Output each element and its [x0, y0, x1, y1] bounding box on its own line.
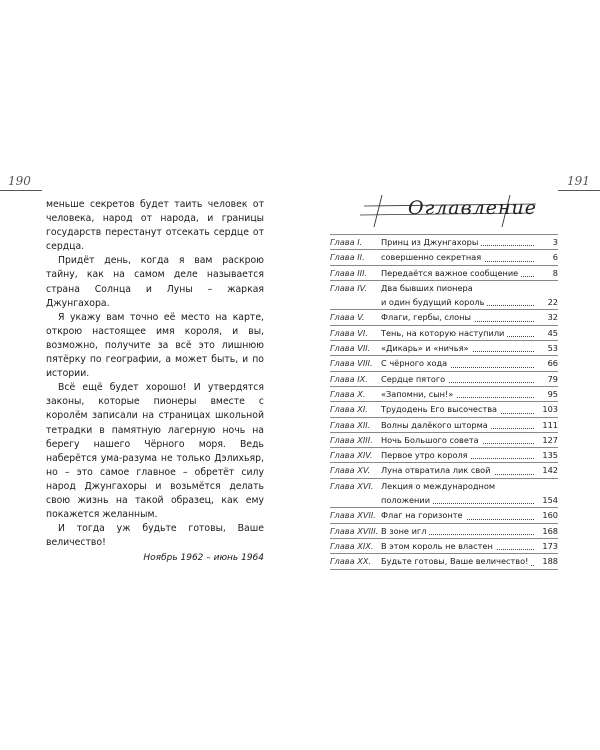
chapter-title: Флаги, гербы, слоны: [381, 312, 474, 322]
chapter-title-continued: и один будущий король: [381, 297, 487, 307]
toc-entry[interactable]: [330, 372, 558, 386]
toc-heading: [360, 193, 540, 229]
toc-title: Оглавление: [408, 197, 538, 219]
chapter-title: Передаётся важное сообщение: [381, 268, 521, 278]
toc-entry[interactable]: [330, 448, 558, 462]
chapter-title: В этом король не властен: [381, 541, 496, 551]
chapter-number: Глава XI.: [330, 404, 368, 415]
chapter-title: Тень, на которую наступили: [381, 328, 507, 338]
chapter-number: Глава XVII.: [330, 510, 376, 521]
chapter-title: Волны далёкого шторма: [381, 420, 491, 430]
page-ref: 135: [542, 450, 558, 461]
chapter-number: Глава XX.: [330, 556, 372, 567]
page-ref: 53: [547, 343, 558, 354]
chapter-title: Флаг на горизонте: [381, 510, 466, 520]
page-ref: 45: [547, 327, 558, 338]
chapter-number: Глава V.: [330, 312, 365, 323]
toc-entry[interactable]: [330, 266, 558, 280]
page-number-right: 191: [567, 174, 590, 188]
chapter-number: Глава X.: [330, 388, 366, 399]
chapter-title: Будьте готовы, Ваше величество!: [381, 556, 531, 566]
page-ref: 95: [547, 388, 558, 399]
chapter-title-continued: положении: [381, 495, 433, 505]
toc-entry[interactable]: [330, 554, 558, 568]
page-ref: 188: [542, 556, 558, 567]
toc-entry[interactable]: [330, 539, 558, 553]
page-ref: 154: [542, 495, 558, 506]
chapter-title: Трудодень Его высочества: [381, 404, 500, 414]
table-of-contents: [330, 234, 558, 570]
chapter-number: Глава I.: [330, 237, 363, 247]
page-ref: 127: [542, 434, 558, 445]
chapter-title: Лекция о международном: [381, 480, 496, 491]
chapter-number: Глава IV.: [330, 282, 367, 293]
page-number-left: 190: [8, 174, 31, 188]
left-page-text: [46, 198, 264, 566]
toc-entry[interactable]: [330, 281, 558, 310]
page-ref: 160: [542, 510, 558, 521]
toc-entry[interactable]: [330, 433, 558, 447]
header-rule-right: [558, 190, 600, 191]
chapter-title: Луна отвратила лик свой: [381, 465, 494, 475]
page-ref: 142: [542, 465, 558, 476]
chapter-title: Первое утро короля: [381, 450, 471, 460]
toc-entry[interactable]: [330, 402, 558, 416]
page-ref: 6: [552, 252, 558, 263]
chapter-number: Глава XVIII.: [330, 525, 379, 536]
chapter-title: Ночь Большого совета: [381, 435, 482, 445]
toc-entry[interactable]: [330, 524, 558, 538]
page-ref: 3: [552, 237, 558, 247]
toc-entry[interactable]: [330, 326, 558, 340]
page-ref: 111: [542, 419, 558, 430]
chapter-title: «Дикарь» и «ничья»: [381, 343, 472, 353]
chapter-number: Глава XV.: [330, 465, 371, 476]
paragraph: Я укажу вам точно её место на карте, открою настоящее имя короля, и вы, возможно, получите за всё это лишнюю пятёрку по географии, а может быть, и по истории.: [46, 311, 264, 380]
chapter-title: Сердце пятого: [381, 374, 448, 384]
chapter-number: Глава VII.: [330, 343, 371, 354]
date-signature: Ноябрь 1962 – июнь 1964: [143, 553, 264, 564]
toc-entry[interactable]: [330, 463, 558, 477]
chapter-number: Глава XII.: [330, 419, 371, 430]
chapter-title: Два бывших пионера: [381, 282, 473, 293]
page-ref: 32: [547, 312, 558, 323]
toc-entry[interactable]: [330, 310, 558, 324]
page-ref: 22: [547, 297, 558, 308]
chapter-number: Глава XIII.: [330, 434, 373, 445]
toc-entry[interactable]: [330, 235, 558, 249]
toc-entry[interactable]: [330, 356, 558, 370]
paragraph: И тогда уж будьте готовы, Ваше величество!: [46, 523, 264, 549]
toc-entry[interactable]: [330, 250, 558, 264]
chapter-number: Глава VIII.: [330, 358, 373, 369]
chapter-number: Глава XIV.: [330, 450, 373, 461]
chapter-number: Глава II.: [330, 252, 365, 263]
chapter-title: совершенно секретная: [381, 252, 484, 262]
chapter-number: Глава IX.: [330, 373, 368, 384]
toc-entry[interactable]: [330, 508, 558, 522]
chapter-number: Глава III.: [330, 267, 368, 278]
toc-entry[interactable]: [330, 341, 558, 355]
chapter-title: «Запомни, сын!»: [381, 389, 456, 399]
toc-entry[interactable]: [330, 479, 558, 508]
toc-entry[interactable]: [330, 387, 558, 401]
page-ref: 173: [542, 540, 558, 551]
paragraph: меньше секретов будет таить человек от человека, народ от народа, и границы государств перестанут отсекать сердце от сердца.: [46, 199, 264, 253]
chapter-title: Принц из Джунгахоры: [381, 237, 481, 247]
page-ref: 168: [542, 525, 558, 536]
header-rule-left: [0, 190, 42, 191]
toc-entry[interactable]: [330, 418, 558, 432]
chapter-number: Глава XIX.: [330, 540, 374, 551]
chapter-number: Глава VI.: [330, 327, 368, 338]
page-ref: 66: [547, 358, 558, 369]
toc-divider: [330, 569, 558, 570]
page-ref: 103: [542, 404, 558, 415]
chapter-number: Глава XVI.: [330, 480, 374, 491]
paragraph: Всё ещё будет хорошо! И утвердятся законы, которые пионеры вместе с королём записали на страницах школьной тетрадки в памятную лагерную ночь на берегу нашего Чёрного моря. Ведь наберётся ума-разума не только Дэлихьяр, но – это самое главное – обретёт силу народ Джунгахоры и возьмётся делать свою жизнь на такой образец, как ему покажется желанным.: [46, 382, 264, 521]
chapter-title: В зоне игл: [381, 526, 429, 536]
page-ref: 8: [552, 267, 558, 278]
paragraph: Придёт день, когда я вам раскрою тайну, как на самом деле называется страна Солнца и Луны – жаркая Джунгахора.: [46, 255, 264, 309]
chapter-title: С чёрного хода: [381, 358, 450, 368]
page-ref: 79: [547, 373, 558, 384]
